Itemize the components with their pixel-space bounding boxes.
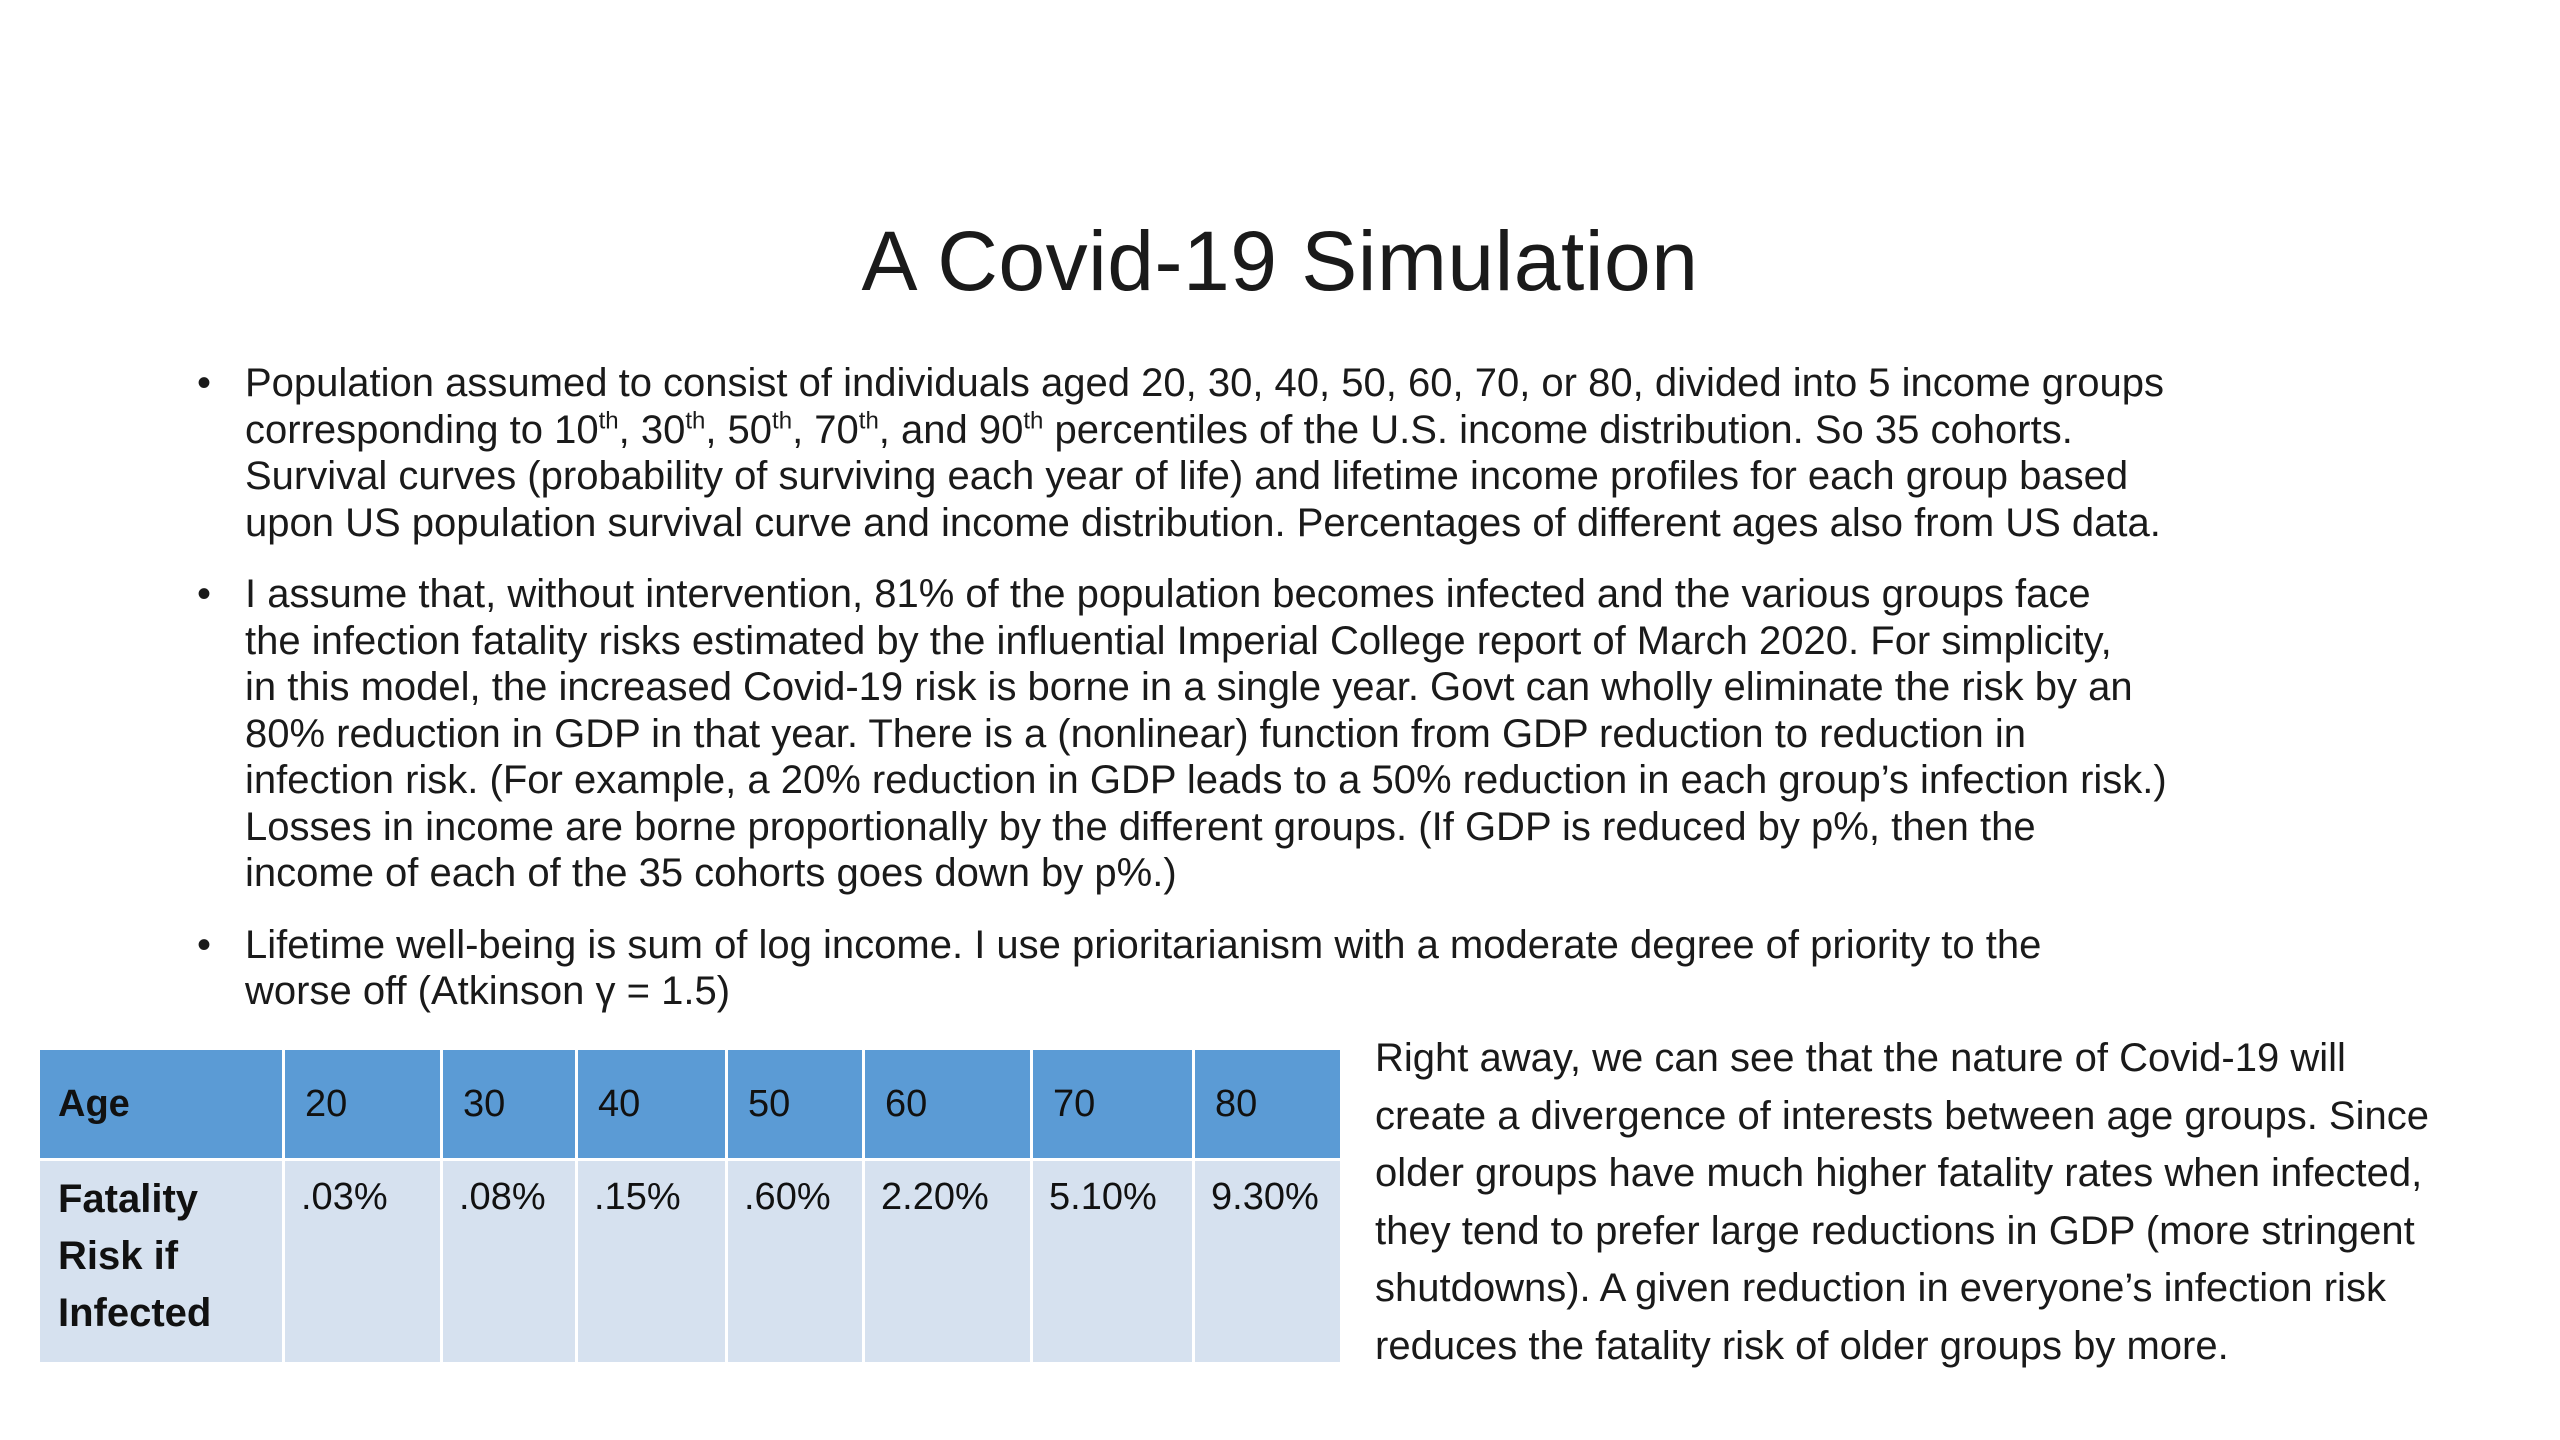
commentary-line: Right away, we can see that the nature of Covid-19 will [1375, 1036, 2346, 1080]
ordinal-suffix: th [772, 407, 793, 435]
ordinal-suffix: th [685, 407, 706, 435]
fatality-cell: .08% [443, 1161, 578, 1365]
text-run: , 30 [618, 407, 686, 452]
commentary-line: older groups have much higher fatality rates when infected, [1375, 1151, 2423, 1195]
bullet-dot-icon: • [197, 922, 212, 967]
ordinal-suffix: th [858, 407, 879, 435]
bullet-line: worse off (Atkinson γ = 1.5) [245, 969, 731, 1013]
bullet-line: income of each of the 35 cohorts goes down by p%.) [245, 851, 1177, 895]
fatality-cell: .60% [728, 1161, 865, 1365]
table-row [40, 1161, 1340, 1365]
bullet-assumptions [185, 571, 2425, 897]
bullet-line: infection risk. (For example, a 20% reduction in GDP leads to a 50% reduction in each group’s infection risk.) [245, 758, 2167, 802]
commentary-line: shutdowns). A given reduction in everyone’s infection risk [1375, 1266, 2386, 1310]
table-row [40, 1050, 1340, 1161]
slide-title: A Covid-19 Simulation [861, 214, 1699, 308]
age-cell: 40 [578, 1050, 728, 1161]
bullet-line: 80% reduction in GDP in that year. There is a (nonlinear) function from GDP reduction to reduction in [245, 711, 2026, 756]
age-cell: 30 [443, 1050, 578, 1161]
fatality-cell: 2.20% [865, 1161, 1033, 1365]
ordinal-suffix: th [1023, 407, 1044, 435]
fatality-cell: .03% [285, 1161, 443, 1365]
bullet-line: the infection fatality risks estimated by the influential Imperial College report of March 2020. For simplicity, [245, 618, 2112, 663]
text-run: , and 90 [878, 407, 1024, 452]
bullet-line: Losses in income are borne proportionally by the different groups. (If GDP is reduced by p%, then the [245, 804, 2036, 849]
bullet-wellbeing [185, 922, 2425, 1015]
commentary-line: reduces the fatality risk of older groups by more. [1375, 1323, 2229, 1368]
bullet-line: Survival curves (probability of surviving each year of life) and lifetime income profiles for each group based [245, 454, 2129, 498]
row-header-line: Risk if [58, 1234, 179, 1278]
bullet-dot-icon: • [197, 572, 212, 616]
bullet-line: in this model, the increased Covid-19 risk is borne in a single year. Govt can wholly eliminate the risk by an [245, 665, 2133, 709]
fatality-table [40, 1050, 1340, 1365]
age-cell: 80 [1195, 1050, 1340, 1161]
commentary-line: create a divergence of interests between age groups. Since [1375, 1093, 2429, 1138]
text-run: , 70 [792, 407, 859, 452]
text-run: percentiles of the U.S. income distribution. So 35 cohorts. [1043, 407, 2073, 452]
fatality-row-header [40, 1161, 285, 1365]
fatality-cell: 9.30% [1195, 1161, 1340, 1365]
bullet-line: Lifetime well-being is sum of log income. I use prioritarianism with a moderate degree of priority to the [245, 922, 2042, 967]
commentary-line: they tend to prefer large reductions in GDP (more stringent [1375, 1208, 2415, 1253]
age-cell: 70 [1033, 1050, 1195, 1161]
bullet-population [185, 360, 2425, 546]
bullet-line: I assume that, without intervention, 81% of the population becomes infected and the various groups face [245, 572, 2091, 616]
bullet-line: upon US population survival curve and income distribution. Percentages of different ages also from US data. [245, 500, 2161, 545]
bullet-line: Population assumed to consist of individuals aged 20, 30, 40, 50, 60, 70, or 80, divided into 5 income groups [245, 361, 2165, 405]
row-header-line: Infected [58, 1291, 212, 1335]
fatality-cell: 5.10% [1033, 1161, 1195, 1365]
age-row-header: Age [40, 1050, 285, 1161]
age-cell: 20 [285, 1050, 443, 1161]
age-cell: 60 [865, 1050, 1033, 1161]
age-cell: 50 [728, 1050, 865, 1161]
ordinal-suffix: th [598, 407, 619, 435]
text-run: , 50 [705, 407, 773, 452]
bullet-list [185, 360, 2425, 1040]
fatality-cell: .15% [578, 1161, 728, 1365]
row-header-line: Fatality [58, 1177, 199, 1221]
bullet-line [245, 407, 2425, 454]
bullet-dot-icon: • [197, 361, 212, 405]
text-run: corresponding to 10 [245, 407, 599, 452]
side-commentary [1375, 1030, 2555, 1375]
